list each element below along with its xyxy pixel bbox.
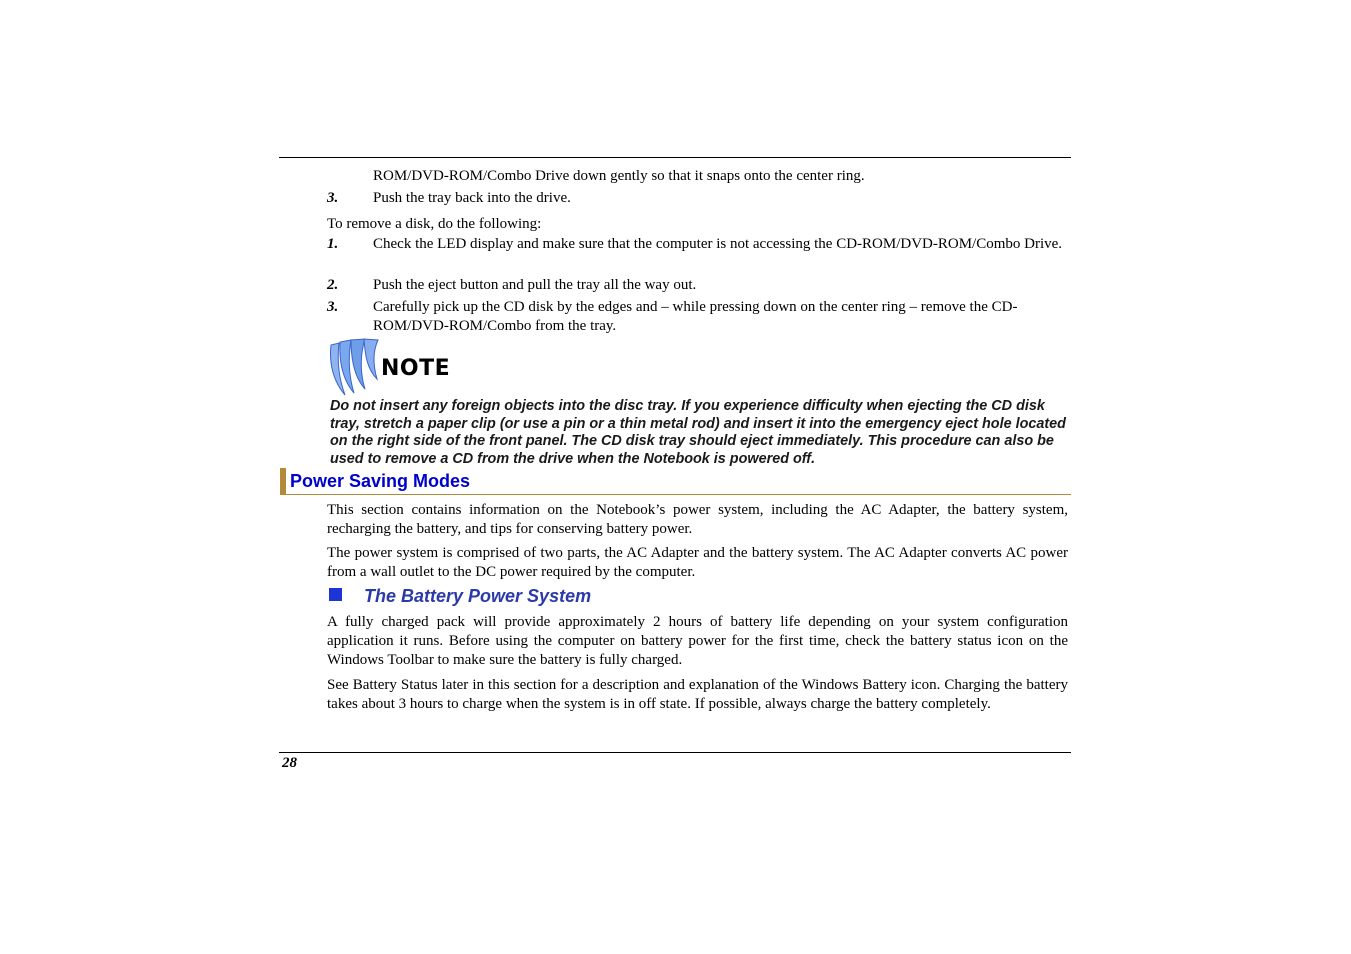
insert-step-text: Push the tray back into the drive. bbox=[373, 190, 571, 206]
footer-rule bbox=[279, 752, 1071, 753]
square-bullet-icon bbox=[329, 588, 342, 601]
note-label: NOTE bbox=[381, 356, 451, 381]
page-number: 28 bbox=[282, 755, 297, 771]
remove-step-2-text: Push the eject button and pull the tray all the way out. bbox=[373, 277, 697, 293]
section-underline bbox=[280, 494, 1071, 495]
subsection-title: The Battery Power System bbox=[364, 586, 592, 606]
subsection-paragraph-2: See Battery Status later in this section for a description and explanation of the Windows Battery icon. Charging the battery takes about 3 hours to charge when the system is in off state. If possible, always charge the battery completely. bbox=[327, 677, 1068, 712]
insert-step-number: 3. bbox=[327, 190, 339, 206]
note-hand-icon bbox=[327, 337, 381, 399]
remove-step-3-number: 3. bbox=[327, 299, 339, 315]
note-text: Do not insert any foreign objects into the disc tray. If you experience difficulty when ejecting the CD disk tray, stretch a paper clip (or use a pin or a thin metal rod) and insert it into the emergency eject hole located on the right side of the front panel. The CD disk tray should eject immediately. This procedure can also be used to remove a CD from the drive when the Notebook is powered off. bbox=[330, 398, 1066, 467]
continuation-text: ROM/DVD-ROM/Combo Drive down gently so that it snaps onto the center ring. bbox=[373, 168, 865, 184]
section-paragraph-1: This section contains information on the Notebook’s power system, including the AC Adapter, the battery system, recharging the battery, and tips for conserving battery power. bbox=[327, 502, 1068, 537]
remove-step-2-number: 2. bbox=[327, 277, 339, 293]
remove-step-1-text: Check the LED display and make sure that the computer is not accessing the CD-ROM/DVD-ROM/Combo Drive. bbox=[373, 236, 1063, 252]
remove-intro: To remove a disk, do the following: bbox=[327, 216, 542, 232]
section-paragraph-2: The power system is comprised of two parts, the AC Adapter and the battery system. The AC Adapter converts AC power from a wall outlet to the DC power required by the computer. bbox=[327, 545, 1068, 580]
section-accent-bar bbox=[280, 468, 286, 495]
subsection-paragraph-1: A fully charged pack will provide approximately 2 hours of battery life depending on your system configuration application it runs. Before using the computer on battery power for the first time, check the battery status icon on the Windows Toolbar to make sure the battery is fully charged. bbox=[327, 614, 1068, 668]
remove-step-3-text: Carefully pick up the CD disk by the edges and – while pressing down on the center ring – remove the CD-ROM/DVD-ROM/Combo from the tray. bbox=[373, 299, 1018, 334]
header-rule bbox=[279, 157, 1071, 158]
section-title: Power Saving Modes bbox=[290, 471, 471, 491]
remove-step-1-number: 1. bbox=[327, 236, 339, 252]
